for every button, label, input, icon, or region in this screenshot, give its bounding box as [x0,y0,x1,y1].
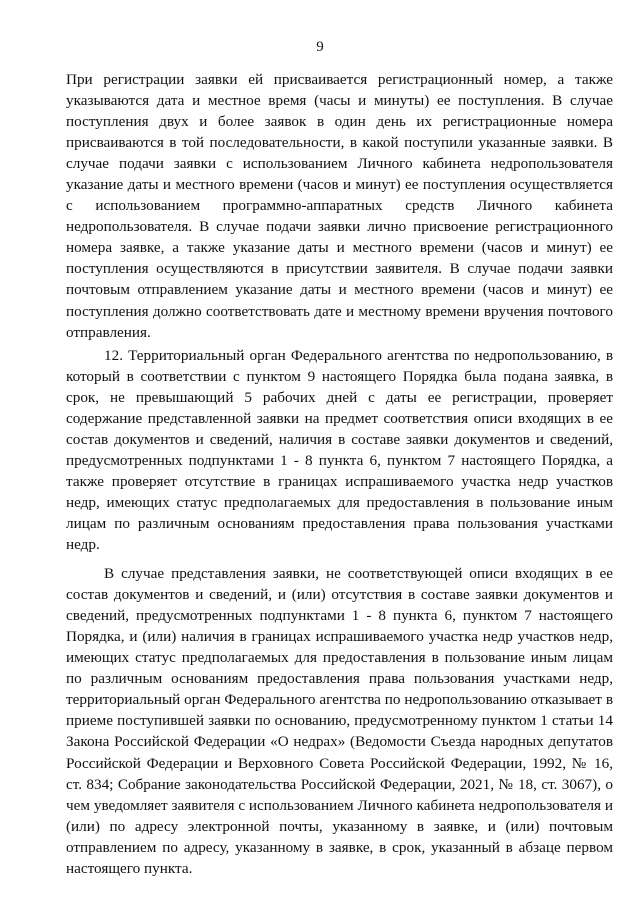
paragraph-rejection: В случае представления заявки, не соответствующей описи входящих в ее состав документов и сведений, и (или) отсутствия в составе заявки документов и сведений, предусмотренных подпунктами 1 - 8 пункта 6, пунктом 7 настоящего Порядка, и (или) наличия в границах испрашиваемого участка недр участков недр, имеющих статус предполагаемых для предоставления в пользование иным лицам по различным основаниям предоставления права пользования участками недр, территориальный орган Федерального агентства по недропользованию отказывает в приеме поступившей заявки по основанию, предусмотренному пунктом 1 статьи 14 Закона Российской Федерации «О недрах» (Ведомости Съезда народных депутатов Российской Федерации и Верховного Совета Российской Федерации, 1992, № 16, ст. 834; Собрание законодательства Российской Федерации, 2021, № 18, ст. 3067), о чем уведомляет заявителя с использованием Личного кабинета недропользователя и (или) по адресу электронной почты, указанному в заявке, и (или) почтовым отправлением по адресу, указанному в заявке, в срок, указанный в абзаце первом настоящего пункта. [66,565,613,877]
document-body [66,69,613,879]
paragraph-registration: При регистрации заявки ей присваивается регистрационный номер, а также указываются дата и местное время (часы и минуты) ее поступления. В случае поступления двух и более заявок в один день их регистрационные номера присваиваются в той последовательности, в какой поступили указанные заявки. В случае подачи заявки с использованием Личного кабинета недропользователя указание даты и местного времени (часов и минут) ее поступления осуществляется с использованием программно-аппаратных средств Личного кабинета недропользователя. В случае подачи заявки лично присвоение регистрационного номера заявке, а также указание даты и местного времени (часов и минут) ее поступления осуществляются в присутствии заявителя. В случае подачи заявки почтовым отправлением указание даты и местного времени (часов и минут) ее поступления должно соответствовать дате и местному времени вручения почтового отправления. [66,71,613,341]
paragraph-item-12: 12. Территориальный орган Федерального агентства по недропользованию, в который в соответствии с пунктом 9 настоящего Порядка была подана заявка, в срок, не превышающий 5 рабочих дней с даты ее регистрации, проверяет содержание представленной заявки на предмет соответствия описи входящих в ее состав документов и сведений, наличия в составе заявки документов и сведений, предусмотренных подпунктами 1 - 8 пункта 6, пунктом 7 настоящего Порядка, а также проверяет отсутствие в границах испрашиваемого участка недр участков недр, имеющих статус предполагаемых для предоставления в пользование иным лицам по различным основаниям предоставления права пользования участками недр. [66,346,613,554]
page-number: 9 [316,39,324,55]
